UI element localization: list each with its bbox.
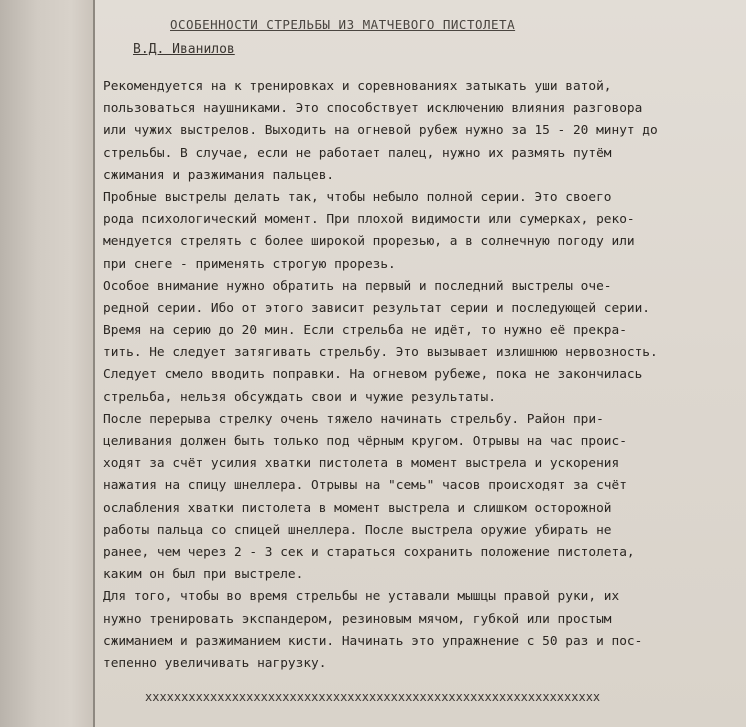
text-line: тепенно увеличивать нагрузку. bbox=[103, 655, 327, 671]
text-line: Следует смело вводить поправки. На огневом рубеже, пока не закончилась bbox=[103, 367, 643, 383]
text-line: После перерыва стрелку очень тяжело начинать стрельбу. Район при- bbox=[103, 411, 604, 427]
text-line: стрельба, нельзя обсуждать свои и чужие результаты. bbox=[103, 389, 496, 405]
page-binding bbox=[0, 0, 95, 727]
separator-line: xxxxxxxxxxxxxxxxxxxxxxxxxxxxxxxxxxxxxxxxxxxxxxxxxxxxxxxxxxxxxxx bbox=[145, 690, 601, 704]
text-line: при снеге - применять строгую прорезь. bbox=[103, 256, 396, 272]
document-body bbox=[103, 76, 746, 675]
text-line: ходят за счёт усилия хватки пистолета в момент выстрела и ускорения bbox=[103, 456, 620, 472]
text-line: пользоваться наушниками. Это способствует исключению влияния разговора bbox=[103, 101, 643, 117]
text-line: стрельбы. В случае, если не работает палец, нужно их размять путём bbox=[103, 145, 612, 161]
text-line: целивания должен быть только под чёрным кругом. Отрывы на час проис- bbox=[103, 434, 627, 449]
text-line: ранее, чем через 2 - 3 сек и стараться сохранить положение пистолета, bbox=[103, 544, 635, 560]
text-line: мендуется стрелять с более широкой прорезью, а в солнечную погоду или bbox=[103, 234, 635, 250]
document-author: В.Д. Иванилов bbox=[133, 42, 235, 57]
text-line: каким он был при выстреле. bbox=[103, 567, 304, 583]
text-line: Пробные выстрелы делать так, чтобы небыло полной серии. Это своего bbox=[103, 189, 612, 205]
text-line: Особое внимание нужно обратить на первый и последний выстрелы оче- bbox=[103, 278, 612, 294]
text-line: Время на серию до 20 мин. Если стрельба не идёт, то нужно её прекра- bbox=[103, 323, 627, 339]
text-line: сжиманием и разжиманием кисти. Начинать это упражнение с 50 раз и пос- bbox=[103, 633, 643, 649]
text-line: рода психологический момент. При плохой видимости или сумерках, реко- bbox=[103, 212, 635, 228]
text-line: сжимания и разжимания пальцев. bbox=[103, 167, 335, 183]
text-line: ослабления хватки пистолета в момент выстрела и слишком осторожной bbox=[103, 500, 612, 516]
text-line: тить. Не следует затягивать стрельбу. Это вызывает излишнюю нервозность. bbox=[103, 345, 658, 361]
text-line: Рекомендуется на к тренировках и соревнованиях затыкать уши ватой, bbox=[103, 79, 612, 94]
text-line: работы пальца со спицей шнеллера. После выстрела оружие убирать не bbox=[103, 522, 612, 538]
text-line: нужно тренировать экспандером, резиновым мячом, губкой или простым bbox=[103, 611, 612, 627]
text-line: или чужих выстрелов. Выходить на огневой рубеж нужно за 15 - 20 минут до bbox=[103, 123, 658, 139]
document-title: ОСОБЕННОСТИ СТРЕЛЬБЫ ИЗ МАТЧЕВОГО ПИСТОЛЕТА bbox=[170, 17, 516, 32]
text-line: редной серии. Ибо от этого зависит результат серии и последующей серии. bbox=[103, 300, 651, 316]
text-line: нажатия на спицу шнеллера. Отрывы на "семь" часов происходят за счёт bbox=[103, 478, 627, 494]
text-line: Для того, чтобы во время стрельбы не уставали мышцы правой руки, их bbox=[103, 589, 620, 605]
